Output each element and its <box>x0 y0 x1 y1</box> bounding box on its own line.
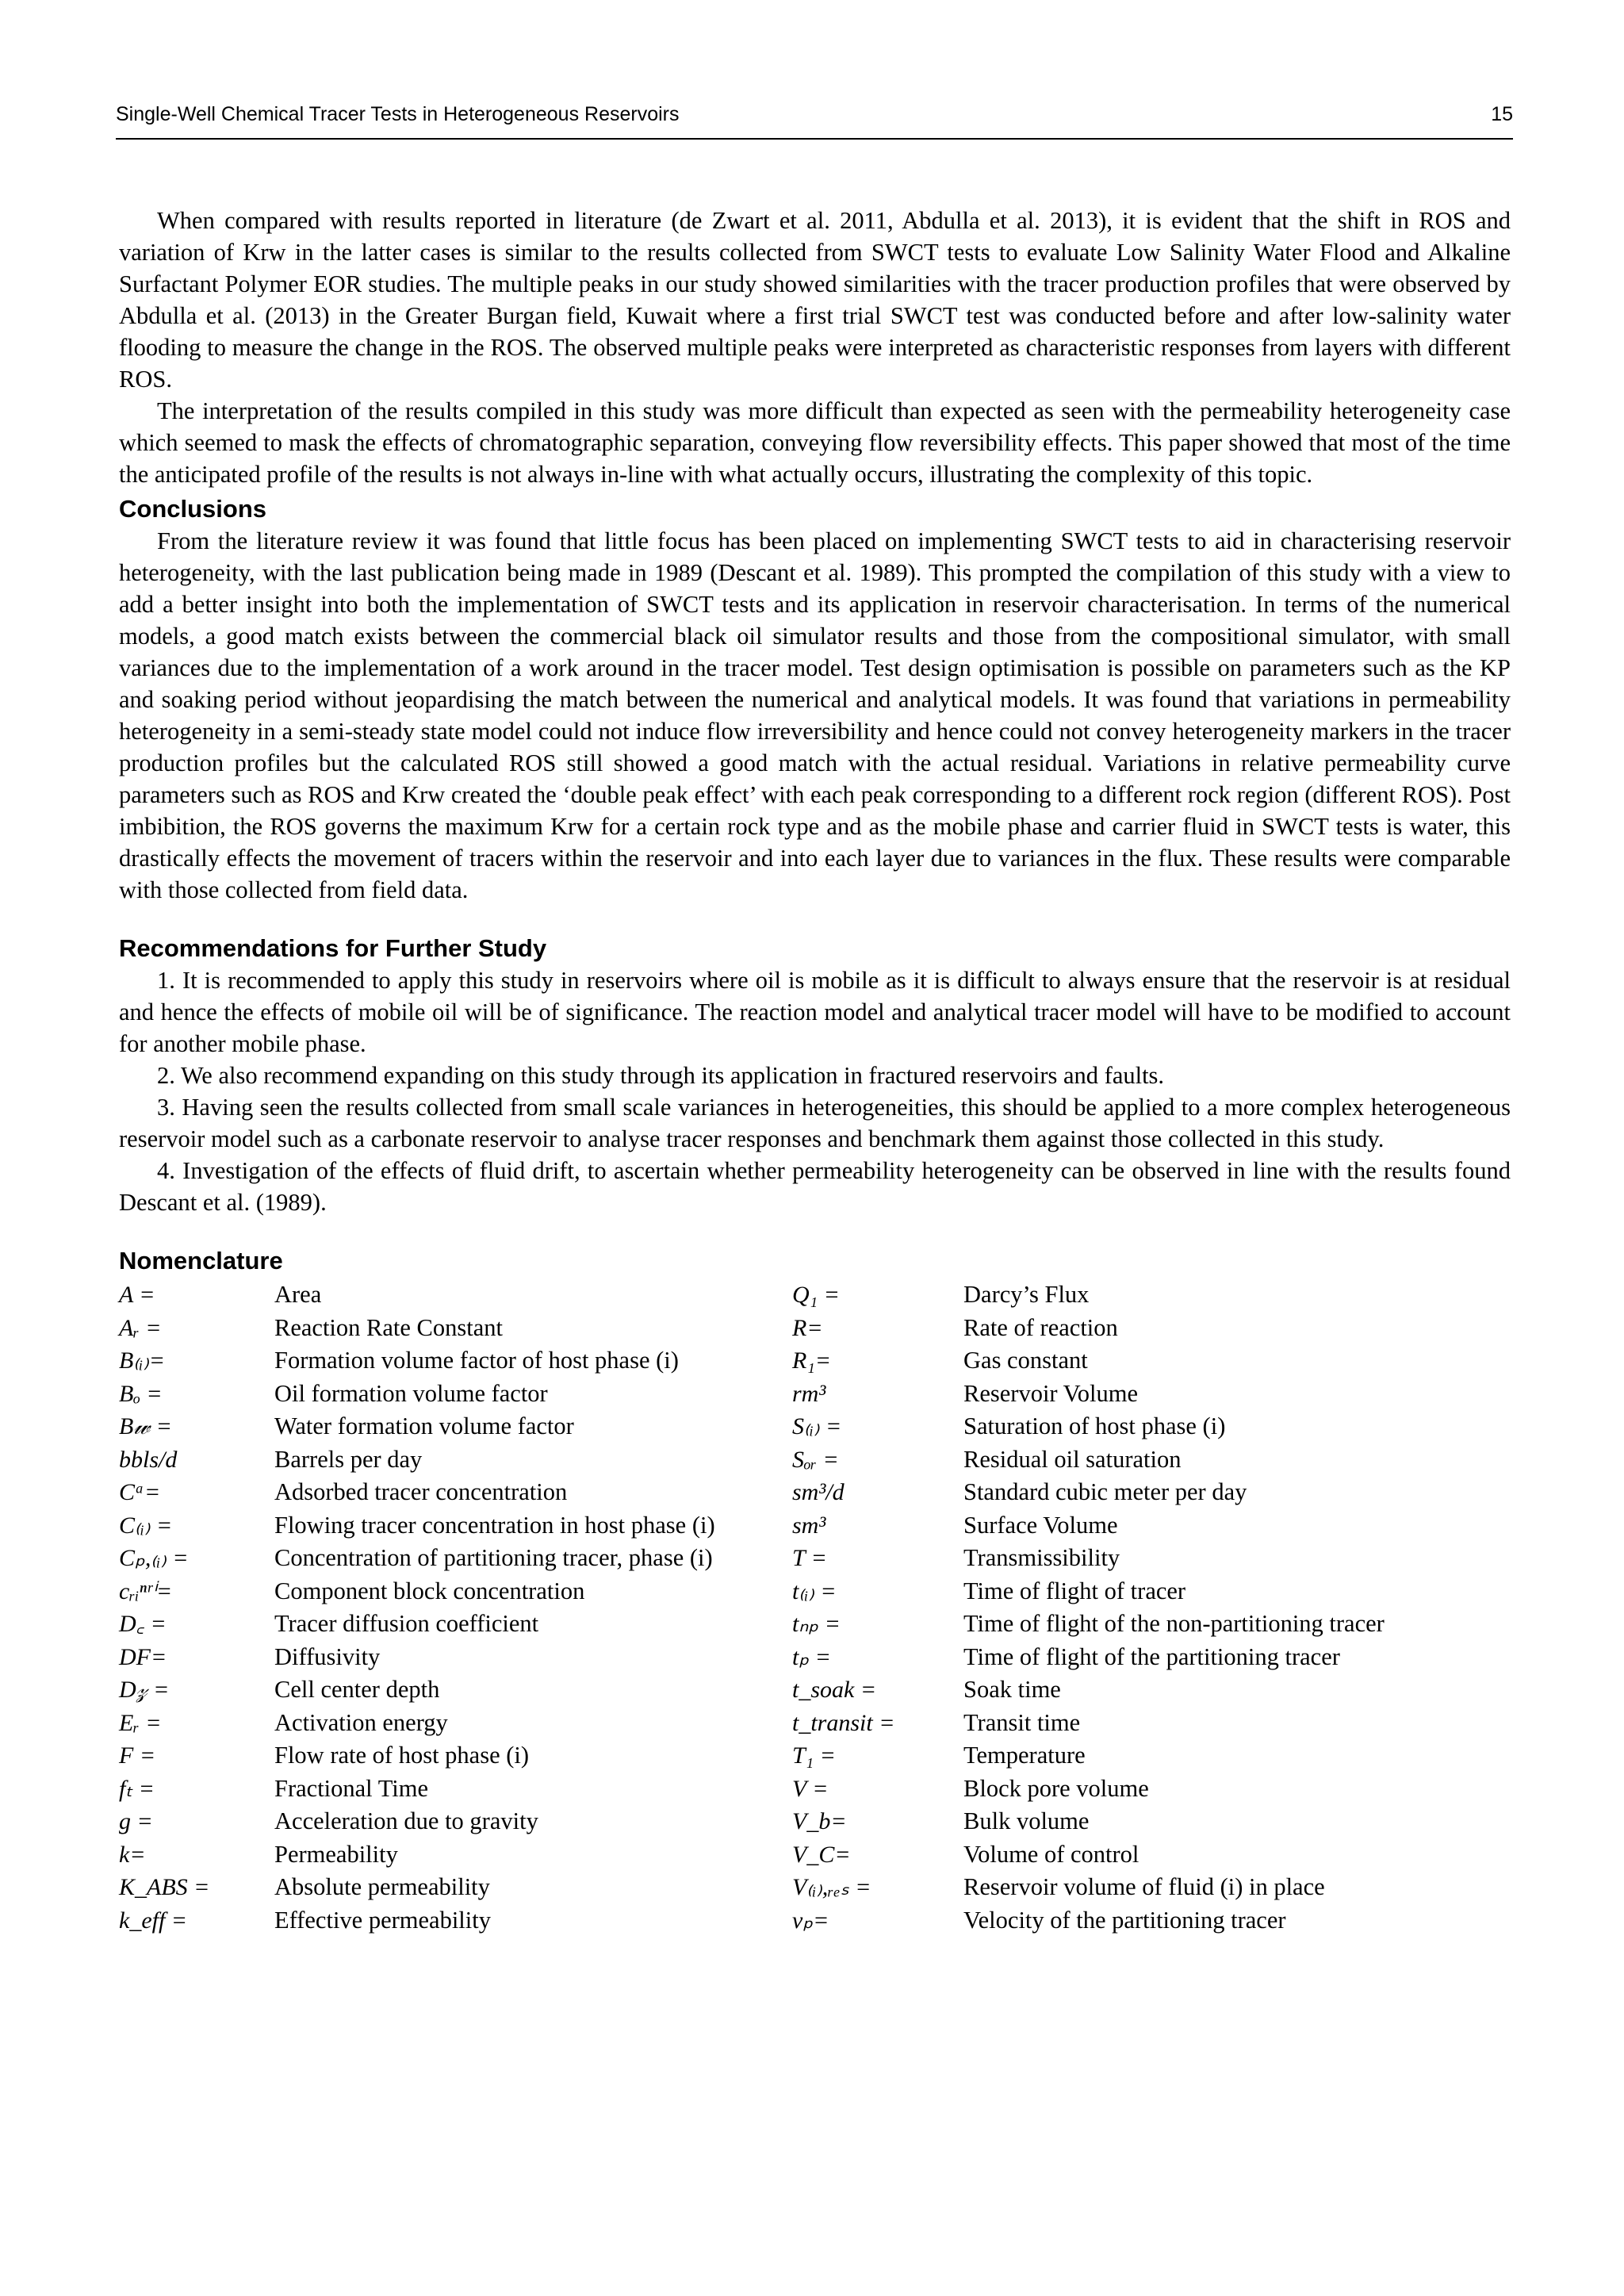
nomenclature-row <box>792 1838 1511 1872</box>
nomenclature-symbol: K_ABS = <box>119 1874 210 1900</box>
nomenclature-heading: Nomenclature <box>119 1247 283 1274</box>
nomenclature-row <box>792 1739 1511 1773</box>
nomenclature-definition: Transmissibility <box>963 1544 1120 1571</box>
nomenclature-row <box>119 1312 785 1345</box>
nomenclature-table <box>119 1278 1511 1937</box>
nomenclature-row <box>119 1542 785 1575</box>
nomenclature-symbol: bbls/d <box>119 1446 178 1473</box>
nomenclature-row <box>792 1443 1511 1477</box>
recommendation-item: 3. Having seen the results collected from small scale variances in heterogeneities, this should be applied to a more complex heterogeneous reservoir model such as a carbonate reservoir to analyse tracer responses and benchmark them against those collected in this study. <box>119 1094 1511 1152</box>
nomenclature-row <box>792 1805 1511 1838</box>
nomenclature-definition: Area <box>274 1281 322 1308</box>
nomenclature-definition: Cell center depth <box>274 1676 440 1703</box>
nomenclature-symbol: Bₒ = <box>119 1380 163 1407</box>
nomenclature-row <box>792 1673 1511 1707</box>
nomenclature-right-column <box>792 1278 1511 1937</box>
nomenclature-symbol: t_soak = <box>792 1677 877 1703</box>
nomenclature-definition: Flowing tracer concentration in host phase (i) <box>274 1511 715 1539</box>
nomenclature-symbol: T = <box>792 1545 827 1571</box>
nomenclature-definition: Barrels per day <box>274 1445 423 1473</box>
nomenclature-row <box>792 1575 1511 1608</box>
nomenclature-row <box>792 1773 1511 1806</box>
nomenclature-row <box>792 1312 1511 1345</box>
nomenclature-row <box>792 1410 1511 1443</box>
nomenclature-symbol: DF= <box>119 1643 167 1670</box>
nomenclature-definition: Gas constant <box>963 1347 1088 1374</box>
nomenclature-row <box>792 1476 1511 1509</box>
nomenclature-symbol: t₍ᵢ₎ = <box>792 1577 837 1604</box>
nomenclature-symbol: cᵣᵢⁿʳⁱ= <box>119 1577 173 1604</box>
nomenclature-symbol: V_C= <box>792 1841 851 1868</box>
nomenclature-definition: Time of flight of the non-partitioning tracer <box>963 1610 1385 1637</box>
nomenclature-row <box>792 1344 1511 1378</box>
nomenclature-definition: Adsorbed tracer concentration <box>274 1478 568 1505</box>
nomenclature-row <box>792 1641 1511 1674</box>
nomenclature-definition: Velocity of the partitioning tracer <box>963 1906 1286 1934</box>
page-number: 15 <box>1491 103 1513 125</box>
nomenclature-definition: Concentration of partitioning tracer, phase (i) <box>274 1544 713 1571</box>
nomenclature-definition: Effective permeability <box>274 1906 491 1934</box>
nomenclature-definition: Component block concentration <box>274 1577 585 1604</box>
nomenclature-definition: Residual oil saturation <box>963 1445 1182 1473</box>
conclusions-heading: Conclusions <box>119 495 267 523</box>
nomenclature-definition: Formation volume factor of host phase (i) <box>274 1347 679 1374</box>
nomenclature-symbol: Cₚ,₍ᵢ₎ = <box>119 1545 189 1571</box>
nomenclature-definition: Reservoir volume of fluid (i) in place <box>963 1873 1325 1900</box>
nomenclature-definition: Saturation of host phase (i) <box>963 1412 1226 1439</box>
nomenclature-symbol: g = <box>119 1808 153 1834</box>
nomenclature-symbol: V = <box>792 1775 829 1802</box>
nomenclature-symbol: Eᵣ = <box>119 1709 162 1736</box>
nomenclature-symbol: B₍ᵢ₎= <box>119 1347 166 1374</box>
nomenclature-symbol: k= <box>119 1841 146 1868</box>
nomenclature-row <box>119 1838 785 1872</box>
nomenclature-symbol: F = <box>119 1742 156 1769</box>
nomenclature-symbol: V_b= <box>792 1808 847 1834</box>
nomenclature-row <box>119 1673 785 1707</box>
nomenclature-definition: Time of flight of the partitioning tracer <box>963 1642 1340 1670</box>
recommendations-heading: Recommendations for Further Study <box>119 934 547 962</box>
body-text <box>119 205 1511 1937</box>
nomenclature-symbol: rm³ <box>792 1380 826 1407</box>
nomenclature-definition: Block pore volume <box>963 1774 1149 1802</box>
nomenclature-row <box>119 1378 785 1411</box>
nomenclature-symbol: Cᵃ= <box>119 1479 161 1505</box>
nomenclature-definition: Volume of control <box>963 1840 1139 1868</box>
nomenclature-symbol: C₍ᵢ₎ = <box>119 1512 173 1539</box>
nomenclature-definition: Diffusivity <box>274 1642 381 1670</box>
nomenclature-definition: Acceleration due to gravity <box>274 1807 538 1834</box>
nomenclature-definition: Activation energy <box>274 1708 448 1736</box>
nomenclature-definition: Darcy’s Flux <box>963 1281 1090 1308</box>
nomenclature-symbol: R= <box>792 1314 823 1341</box>
nomenclature-row <box>119 1904 785 1938</box>
nomenclature-row <box>119 1410 785 1443</box>
nomenclature-definition: Soak time <box>963 1676 1061 1703</box>
running-title: Single-Well Chemical Tracer Tests in Heterogeneous Reservoirs <box>116 103 680 125</box>
nomenclature-symbol: D𝓏 = <box>119 1677 170 1703</box>
nomenclature-row <box>792 1904 1511 1938</box>
nomenclature-row <box>119 1575 785 1608</box>
nomenclature-definition: Tracer diffusion coefficient <box>274 1610 539 1637</box>
nomenclature-definition: Water formation volume factor <box>274 1412 574 1439</box>
paragraph: When compared with results reported in literature (de Zwart et al. 2011, Abdulla et al. 2013), it is evident that the shift in ROS and variation of Krw in the latter cases is similar to the results collected from SWCT tests to evaluate Low Salinity Water Flood and Alkaline Surfactant Polymer EOR studies. The multiple peaks in our study showed similarities with the tracer production profiles that were observed by Abdulla et al. (2013) in the Greater Burgan field, Kuwait where a first trial SWCT test was conducted before and after low-salinity water flooding to measure the change in the ROS. The observed multiple peaks were interpreted as characteristic responses from layers with different ROS. <box>119 207 1511 393</box>
nomenclature-definition: Surface Volume <box>963 1511 1118 1539</box>
nomenclature-definition: Transit time <box>963 1708 1081 1736</box>
nomenclature-row <box>119 1641 785 1674</box>
nomenclature-symbol: R₁= <box>792 1347 831 1374</box>
nomenclature-row <box>119 1476 785 1509</box>
nomenclature-symbol: A = <box>119 1282 155 1308</box>
nomenclature-row <box>792 1871 1511 1904</box>
nomenclature-symbol: V₍ᵢ₎,ᵣₑₛ = <box>792 1874 871 1900</box>
nomenclature-definition: Standard cubic meter per day <box>963 1478 1247 1505</box>
nomenclature-symbol: vₚ= <box>792 1907 829 1934</box>
nomenclature-definition: Absolute permeability <box>274 1873 490 1900</box>
conclusions-paragraph: From the literature review it was found that little focus has been placed on implementing SWCT tests to aid in characterising reservoir heterogeneity, with the last publication being made in 1989 (Descant et al. 1989). This prompted the compilation of this study with a view to add a better insight into both the implementation of SWCT tests and its application in reservoir characterisation. In terms of the numerical models, a good match exists between the commercial black oil simulator results and those from the compositional simulator, with small variances due to the implementation of a work around in the tracer model. Test design optimisation is possible on parameters such as the KP and soaking period without jeopardising the match between the numerical and analytical models. It was found that variations in permeability heterogeneity in a semi-steady state model could not induce flow irreversibility and hence could not convey heterogeneity markers in the tracer production profiles but the calculated ROS still showed a good match with the actual residual. Variations in relative permeability curve parameters such as ROS and Krw created the ‘double peak effect’ with each peak corresponding to a different rock region (different ROS). Post imbibition, the ROS governs the maximum Krw for a certain rock type and as the mobile phase and carrier fluid in SWCT tests is water, this drastically effects the movement of tracers within the reservoir and into each layer due to variances in the flux. These results were comparable with those collected from field data. <box>119 527 1511 903</box>
nomenclature-row <box>792 1542 1511 1575</box>
nomenclature-symbol: fₜ = <box>119 1775 155 1802</box>
nomenclature-symbol: D꜀ = <box>119 1611 167 1637</box>
nomenclature-symbol: sm³/d <box>792 1479 845 1505</box>
nomenclature-symbol: sm³ <box>792 1512 826 1539</box>
nomenclature-definition: Reaction Rate Constant <box>274 1313 503 1341</box>
nomenclature-symbol: tₚ = <box>792 1643 831 1670</box>
nomenclature-row <box>792 1707 1511 1740</box>
recommendation-item: 1. It is recommended to apply this study in reservoirs where oil is mobile as it is difficult to always ensure that the reservoir is at residual and hence the effects of mobile oil will be of significance. The reaction model and analytical tracer model will have to be modified to account for another mobile phase. <box>119 967 1511 1057</box>
running-header <box>116 98 1513 140</box>
nomenclature-row <box>119 1509 785 1543</box>
paragraph: The interpretation of the results compiled in this study was more difficult than expected as seen with the permeability heterogeneity case which seemed to mask the effects of chromatographic separation, conveying flow reversibility effects. This paper showed that most of the time the anticipated profile of the results is not always in-line with what actually occurs, illustrating the complexity of this topic. <box>119 397 1511 488</box>
recommendation-item: 4. Investigation of the effects of fluid drift, to ascertain whether permeability heterogeneity can be observed in line with the results found Descant et al. (1989). <box>119 1157 1511 1216</box>
nomenclature-row <box>792 1378 1511 1411</box>
nomenclature-symbol: t_transit = <box>792 1709 895 1736</box>
nomenclature-row <box>119 1278 785 1312</box>
nomenclature-row <box>792 1278 1511 1312</box>
recommendation-item: 2. We also recommend expanding on this study through its application in fractured reservoirs and faults. <box>157 1062 1165 1089</box>
nomenclature-row <box>119 1707 785 1740</box>
nomenclature-row <box>119 1739 785 1773</box>
nomenclature-symbol: Sₒᵣ = <box>792 1446 839 1473</box>
nomenclature-left-column <box>119 1278 785 1937</box>
nomenclature-row <box>119 1608 785 1641</box>
nomenclature-symbol: T₁ = <box>792 1742 836 1769</box>
nomenclature-row <box>119 1344 785 1378</box>
nomenclature-row <box>792 1509 1511 1543</box>
nomenclature-symbol: tₙₚ = <box>792 1611 841 1637</box>
nomenclature-definition: Rate of reaction <box>963 1313 1118 1341</box>
nomenclature-definition: Flow rate of host phase (i) <box>274 1742 530 1769</box>
nomenclature-row <box>119 1871 785 1904</box>
nomenclature-row <box>119 1773 785 1806</box>
nomenclature-row <box>119 1805 785 1838</box>
nomenclature-symbol: Q₁ = <box>792 1282 840 1308</box>
nomenclature-row <box>792 1608 1511 1641</box>
nomenclature-definition: Temperature <box>963 1742 1086 1769</box>
nomenclature-symbol: Aᵣ = <box>119 1314 162 1341</box>
nomenclature-symbol: S₍ᵢ₎ = <box>792 1413 842 1439</box>
nomenclature-definition: Oil formation volume factor <box>274 1379 548 1407</box>
nomenclature-definition: Fractional Time <box>274 1774 429 1802</box>
nomenclature-definition: Permeability <box>274 1840 398 1868</box>
nomenclature-symbol: k_eff = <box>119 1907 188 1934</box>
nomenclature-definition: Bulk volume <box>963 1807 1090 1834</box>
nomenclature-definition: Time of flight of tracer <box>963 1577 1186 1604</box>
nomenclature-symbol: B𝓌 = <box>119 1413 172 1439</box>
nomenclature-definition: Reservoir Volume <box>963 1379 1138 1407</box>
nomenclature-row <box>119 1443 785 1477</box>
